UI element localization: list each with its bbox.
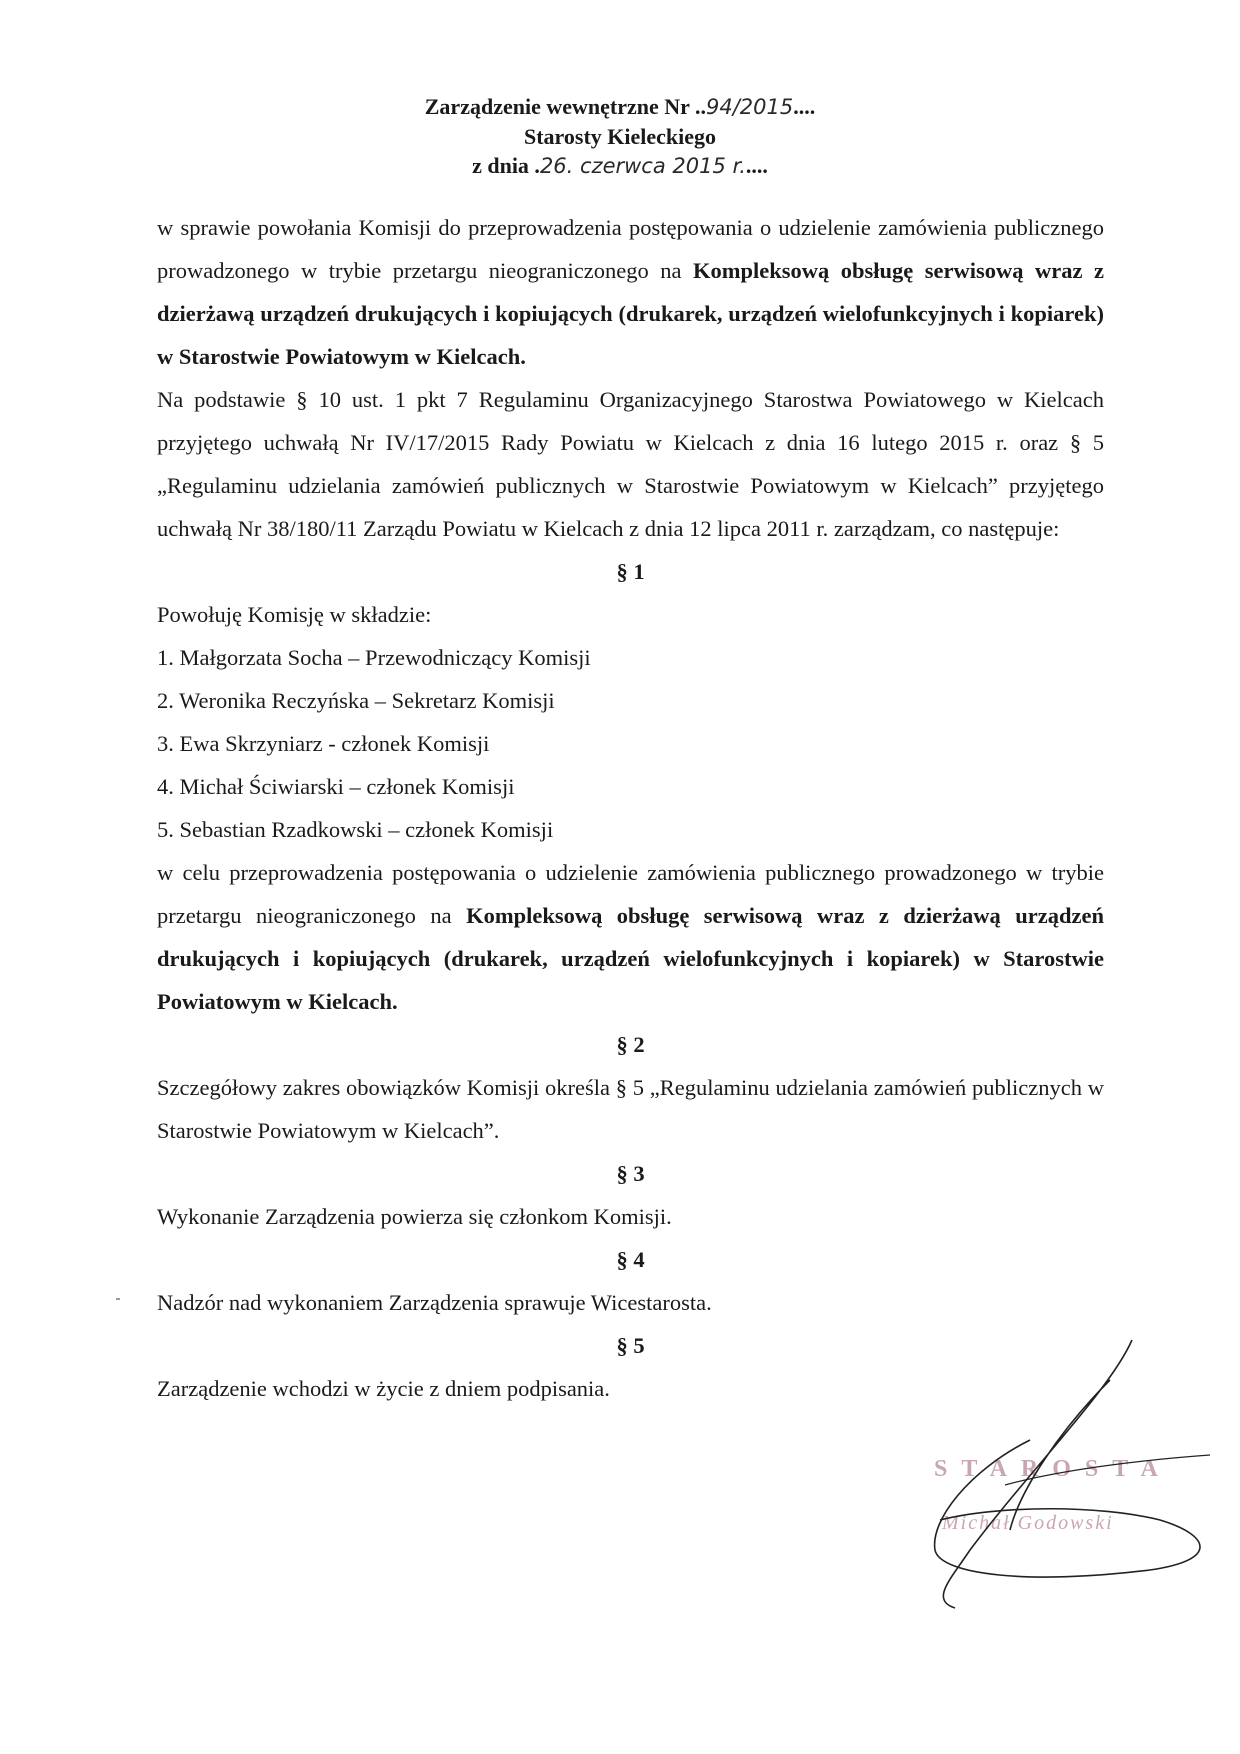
header-issuer: Starosty Kieleckiego: [523, 124, 717, 149]
stamp-title: STAROSTA: [934, 1456, 1172, 1482]
section-mark-2: § 2: [616, 1032, 645, 1057]
section-1-lead: Powołuję Komisję w składzie:: [157, 602, 432, 627]
handwritten-date: 26. czerwca 2015 r.: [539, 154, 746, 178]
section-mark-5: § 5: [616, 1333, 645, 1358]
list-item: 2. Weronika Reczyńska – Sekretarz Komisji: [157, 688, 555, 713]
section-1-purpose: [157, 851, 1104, 1023]
purpose-subject: Kompleksową obsługę serwisową wraz z dzierżawą urządzeń drukujących i kopiujących (drukarek, urządzeń wielofunkcyjnych i kopiarek) w Starostwie Powiatowym w Kielcach.: [157, 903, 1104, 1014]
header-date-line: [0, 151, 1240, 181]
list-item: 3. Ewa Skrzyniarz - członek Komisji: [157, 731, 490, 756]
header-title: Zarządzenie wewnętrzne Nr ..: [424, 94, 706, 119]
header-date-dots: ....: [745, 153, 768, 178]
list-item: 5. Sebastian Rzadkowski – członek Komisji: [157, 817, 554, 842]
document-body: [157, 206, 1104, 1410]
header-title-line: [0, 92, 1240, 122]
handwritten-number: 94/2015: [705, 95, 794, 119]
stamp-name: Michał Godowski: [942, 1512, 1114, 1534]
scan-mark: [116, 1298, 120, 1300]
list-item: 4. Michał Ściwiarski – członek Komisji: [157, 774, 515, 799]
signature-scribble: [910, 1320, 1230, 1620]
header-dots: ....: [793, 94, 816, 119]
section-3-text: Wykonanie Zarządzenia powierza się członkom Komisji.: [157, 1204, 672, 1229]
intro-text: w sprawie powołania Komisji do przeprowadzenia postępowania o udzielenie zamówienia publicznego prowadzonego w trybie przetargu nieograniczonego na: [157, 215, 1104, 283]
legal-basis-paragraph: Na podstawie § 10 ust. 1 pkt 7 Regulaminu Organizacyjnego Starostwa Powiatowego w Kielcach przyjętego uchwałą Nr IV/17/2015 Rady Powiatu w Kielcach z dnia 16 lutego 2015 r. oraz § 5 „Regulaminu udzielania zamówień publicznych w Starostwie Powiatowym w Kielcach” przyjętego uchwałą Nr 38/180/11 Zarządu Powiatu w Kielcach z dnia 12 lipca 2011 r. zarządzam, co następuje:: [157, 387, 1104, 541]
committee-members-list: [157, 636, 1104, 851]
section-mark-4: § 4: [616, 1247, 645, 1272]
section-mark-3: § 3: [616, 1161, 645, 1186]
section-4-text: Nadzór nad wykonaniem Zarządzenia sprawuje Wicestarosta.: [157, 1290, 712, 1315]
section-5-text: Zarządzenie wchodzi w życie z dniem podpisania.: [157, 1376, 610, 1401]
intro-subject: Kompleksową obsługę serwisową wraz z dzierżawą urządzeń drukujących i kopiujących (drukarek, urządzeń wielofunkcyjnych i kopiarek) w Starostwie Powiatowym w Kielcach.: [157, 258, 1104, 369]
header-date-label: z dnia .: [472, 153, 540, 178]
purpose-text: w celu przeprowadzenia postępowania o udzielenie zamówienia publicznego prowadzonego w trybie przetargu nieograniczonego na: [157, 860, 1104, 928]
section-2-text: Szczegółowy zakres obowiązków Komisji określa § 5 „Regulaminu udzielania zamówień publicznych w Starostwie Powiatowym w Kielcach”.: [157, 1075, 1104, 1143]
section-mark-1: § 1: [616, 559, 645, 584]
document-header: [0, 92, 1240, 181]
intro-paragraph: [157, 206, 1104, 378]
list-item: 1. Małgorzata Socha – Przewodniczący Komisji: [157, 645, 591, 670]
